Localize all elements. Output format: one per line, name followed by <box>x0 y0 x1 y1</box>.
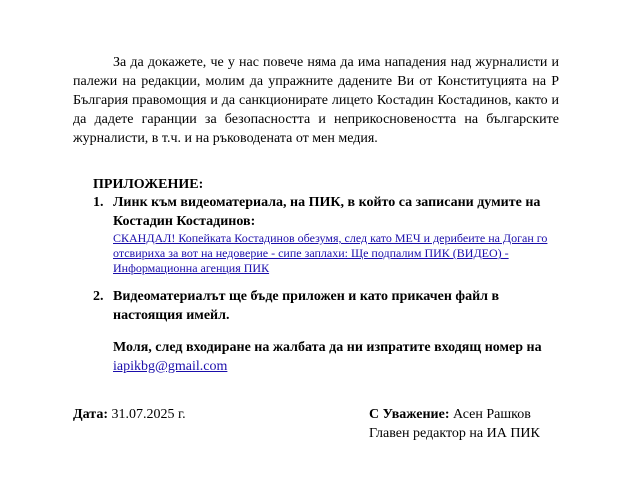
appendix-item-1-body <box>113 193 563 276</box>
regards-label: С Уважение: <box>369 407 450 422</box>
appendix-item-1-number: 1. <box>93 195 104 210</box>
appendix-item-2-text: Видеоматериалът ще бъде приложен и като прикачен файл в настоящия имейл. <box>113 289 500 323</box>
signature-line-1 <box>369 405 609 424</box>
video-link[interactable]: СКАНДАЛ! Копейката Костадинов обезумя, след като МЕЧ и дерибеите на Доган го отсвириха за вот на недоверие - сипе заплахи: Ще подпалим ПИК (ВИДЕО) - Информационна агенция ПИК <box>113 231 548 275</box>
date-value: 31.07.2025 г. <box>111 407 186 422</box>
date-line <box>73 405 186 424</box>
appendix-title: ПРИЛОЖЕНИЕ: <box>93 177 204 192</box>
date-label: Дата: <box>73 407 108 422</box>
intro-paragraph: За да докажете, че у нас повече няма да има нападения над журналисти и палежи на редакции, молим да упражните дадените Ви от Конституцията на Р България правомощия и да санкционирате лицето Костадин Костадинов, както и да дадете гаранции за безопасността и неприкосновеността на българските журналисти, в т.ч. и на ръководената от мен медия. <box>73 55 559 146</box>
appendix-item-2-body <box>113 287 563 325</box>
request-paragraph <box>113 338 563 376</box>
email-link[interactable]: iapikbg@gmail.com <box>113 359 228 374</box>
request-text: Моля, след входиране на жалбата да ни изпратите входящ номер на <box>113 340 542 355</box>
appendix-item-2-number: 2. <box>93 289 104 304</box>
signer-title: Главен редактор на ИА ПИК <box>369 426 540 441</box>
appendix-item-1-text: Линк към видеоматериала, на ПИК, в който са записани думите на Костадин Костадинов: <box>113 195 541 229</box>
signer-name: Асен Рашков <box>453 407 531 422</box>
signature-block <box>369 405 609 443</box>
